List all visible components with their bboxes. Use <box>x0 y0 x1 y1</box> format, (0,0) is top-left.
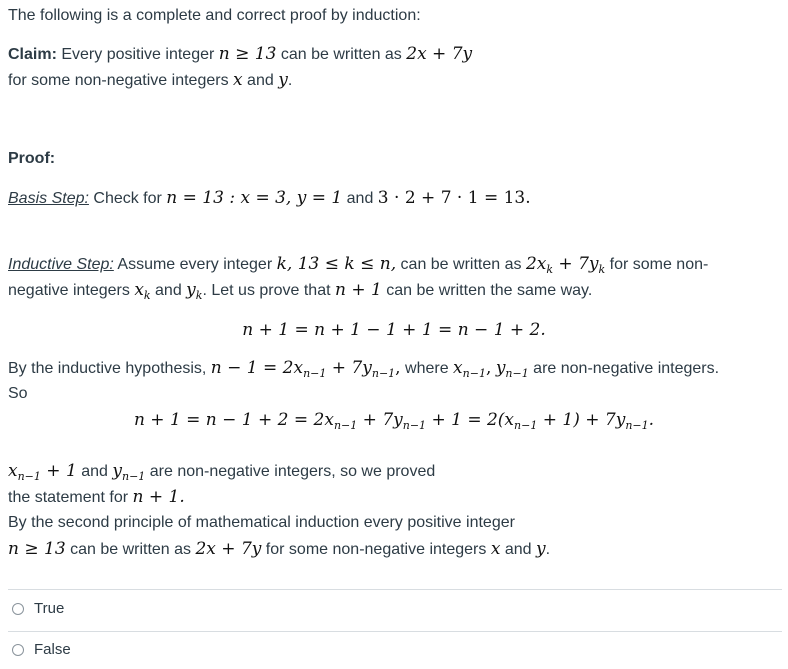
divider <box>8 589 782 590</box>
conclusion-line-2: the statement for n + 1. <box>8 487 185 507</box>
basis-step: Basis Step: Check for n = 13 : x = 3, y = 1 and 3 · 2 + 7 · 1 = 13. <box>8 188 531 208</box>
conclusion-line-3: By the second principle of mathematical induction every positive integer <box>8 514 515 531</box>
radio-true[interactable] <box>12 603 24 615</box>
conclusion-line-1: $x_{n-1} + 1$ and $y_{n-1}$ are non-negative integers, so we proved <box>8 461 436 483</box>
claim-label: Claim: <box>8 46 57 63</box>
equation-1: n + 1 = n + 1 − 1 + 1 = n − 1 + 2. <box>242 320 546 340</box>
inductive-label: Inductive Step: <box>8 256 114 273</box>
option-true[interactable] <box>12 600 64 617</box>
basis-label: Basis Step: <box>8 190 89 207</box>
intro-text: The following is a complete and correct proof by induction: <box>8 7 421 24</box>
option-true-label: True <box>34 600 65 617</box>
divider <box>8 631 782 632</box>
equation-2: $n + 1 = n - 1 + 2 = 2x_{n-1} + 7y_{n-1} + 1 = 2(x_{n-1} + 1) + 7y_{n-1}$. <box>133 410 655 432</box>
option-false-label: False <box>34 641 71 658</box>
radio-false[interactable] <box>12 644 24 656</box>
proof-label: Proof: <box>8 150 56 167</box>
hypothesis-line: By the inductive hypothesis, $n - 1 = 2x_{n-1} + 7y_{n-1}$, where $x_{n-1}$, $y_{n-1}$ are non-negative integers. <box>8 358 720 380</box>
conclusion-line-4: n ≥ 13 can be written as 2x + 7y for some non-negative integers x and y. <box>8 539 551 559</box>
claim-line-2: for some non-negative integers x and y. <box>8 70 293 90</box>
inductive-line-1: Inductive Step: Assume every integer k, 13 ≤ k ≤ n, can be written as $2x_k + 7y_k$ for some non- <box>8 254 709 276</box>
inductive-line-2: negative integers $x_k$ and $y_k$. Let us prove that n + 1 can be written the same way. <box>8 280 593 302</box>
so-text: So <box>8 385 28 402</box>
option-false[interactable] <box>12 641 71 658</box>
claim-line-1: Claim: Every positive integer n ≥ 13 can be written as 2x + 7y <box>8 44 473 64</box>
